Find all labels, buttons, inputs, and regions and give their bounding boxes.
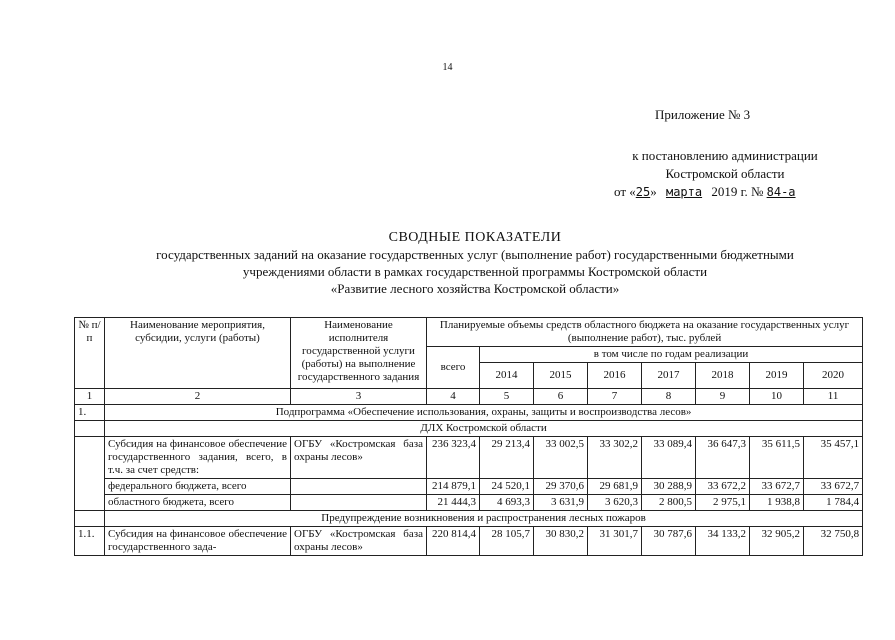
date-mid: » bbox=[650, 184, 657, 199]
sub11-executor: ОГБУ «Костромская база охраны лесов» bbox=[291, 527, 427, 556]
subsidy-executor: ОГБУ «Костромская база охраны лесов» bbox=[291, 437, 427, 479]
empty-cell bbox=[291, 479, 427, 495]
header-planned: Планируемые объемы средств областного бюджета на оказание государственных услуг (выполнение работ), тыс. рублей bbox=[427, 318, 863, 347]
indicators-table bbox=[74, 317, 863, 556]
col-number: 3 bbox=[291, 389, 427, 405]
subprogram-title: Подпрограмма «Обеспечение использования, охраны, защиты и воспроизводства лесов» bbox=[105, 405, 863, 421]
header-name: Наименование мероприятия, субсидии, услуги (работы) bbox=[105, 318, 291, 389]
value-cell: 28 105,7 bbox=[480, 527, 534, 556]
value-cell: 33 302,2 bbox=[588, 437, 642, 479]
value-cell: 236 323,4 bbox=[427, 437, 480, 479]
value-cell: 1 784,4 bbox=[804, 495, 863, 511]
value-cell: 33 089,4 bbox=[642, 437, 696, 479]
resolution-line-2: Костромской области bbox=[665, 166, 785, 181]
title-line-1: государственных заданий на оказание государственных услуг (выполнение работ) государственными бюджетными bbox=[156, 247, 794, 262]
col-number: 6 bbox=[534, 389, 588, 405]
subprogram-row bbox=[75, 405, 863, 421]
value-cell: 29 370,6 bbox=[534, 479, 588, 495]
header-year: 2014 bbox=[480, 363, 534, 389]
header-year: 2020 bbox=[804, 363, 863, 389]
value-cell: 214 879,1 bbox=[427, 479, 480, 495]
value-cell: 30 787,6 bbox=[642, 527, 696, 556]
value-cell: 220 814,4 bbox=[427, 527, 480, 556]
value-cell: 33 672,2 bbox=[696, 479, 750, 495]
value-cell: 21 444,3 bbox=[427, 495, 480, 511]
date-prefix: от « bbox=[614, 184, 636, 199]
resolution-day: 25 bbox=[635, 185, 651, 199]
header-total: всего bbox=[427, 347, 480, 389]
resolution-month: марта bbox=[665, 185, 703, 199]
value-cell: 34 133,2 bbox=[696, 527, 750, 556]
header-year: 2016 bbox=[588, 363, 642, 389]
sub11-name: Субсидия на финансовое обеспечение государственного зада- bbox=[105, 527, 291, 556]
resolution-year: 2019 г. № bbox=[711, 184, 764, 199]
value-cell: 33 672,7 bbox=[804, 479, 863, 495]
dlh-title: ДЛХ Костромской области bbox=[105, 421, 863, 437]
subprogram-num: 1. bbox=[75, 405, 105, 421]
value-cell: 2 800,5 bbox=[642, 495, 696, 511]
header-num: № п/п bbox=[75, 318, 105, 389]
federal-name: федерального бюджета, всего bbox=[105, 479, 291, 495]
document-title bbox=[60, 229, 890, 297]
value-cell: 30 830,2 bbox=[534, 527, 588, 556]
value-cell: 29 213,4 bbox=[480, 437, 534, 479]
sub11-num: 1.1. bbox=[75, 527, 105, 556]
value-cell: 36 647,3 bbox=[696, 437, 750, 479]
header-year: 2017 bbox=[642, 363, 696, 389]
appendix-label: Приложение № 3 bbox=[655, 107, 751, 122]
regional-row bbox=[75, 495, 863, 511]
value-cell: 32 750,8 bbox=[804, 527, 863, 556]
col-number: 8 bbox=[642, 389, 696, 405]
empty-cell bbox=[291, 495, 427, 511]
header-year: 2019 bbox=[750, 363, 804, 389]
page-number: 14 bbox=[442, 62, 453, 73]
header-executor: Наименование исполнителя государственной услуги (работы) на выполнение государственного задания bbox=[291, 318, 427, 389]
col-number: 9 bbox=[696, 389, 750, 405]
fire-title: Предупреждение возникновения и распространения лесных пожаров bbox=[105, 511, 863, 527]
value-cell: 33 672,7 bbox=[750, 479, 804, 495]
resolution-line-1: к постановлению администрации bbox=[632, 148, 818, 163]
empty-cell bbox=[75, 511, 105, 527]
value-cell: 4 693,3 bbox=[480, 495, 534, 511]
sub11-row bbox=[75, 527, 863, 556]
title-line-2: учреждениями области в рамках государственной программы Костромской области bbox=[242, 264, 708, 279]
col-number: 2 bbox=[105, 389, 291, 405]
column-numbers-row bbox=[75, 389, 863, 405]
subsidy-name: Субсидия на финансовое обеспечение государственного задания, всего, в т.ч. за счет средств: bbox=[105, 437, 291, 479]
resolution-block bbox=[560, 147, 890, 201]
header-year: 2015 bbox=[534, 363, 588, 389]
col-number: 4 bbox=[427, 389, 480, 405]
col-number: 11 bbox=[804, 389, 863, 405]
header-year: 2018 bbox=[696, 363, 750, 389]
regional-name: областного бюджета, всего bbox=[105, 495, 291, 511]
value-cell: 35 611,5 bbox=[750, 437, 804, 479]
title-line-3: «Развитие лесного хозяйства Костромской области» bbox=[330, 281, 620, 296]
value-cell: 31 301,7 bbox=[588, 527, 642, 556]
fire-row bbox=[75, 511, 863, 527]
empty-cell bbox=[75, 421, 105, 437]
col-number: 10 bbox=[750, 389, 804, 405]
value-cell: 30 288,9 bbox=[642, 479, 696, 495]
subsidy-row bbox=[75, 437, 863, 479]
value-cell: 1 938,8 bbox=[750, 495, 804, 511]
col-number: 1 bbox=[75, 389, 105, 405]
value-cell: 24 520,1 bbox=[480, 479, 534, 495]
value-cell: 3 631,9 bbox=[534, 495, 588, 511]
col-number: 7 bbox=[588, 389, 642, 405]
value-cell: 32 905,2 bbox=[750, 527, 804, 556]
dlh-row bbox=[75, 421, 863, 437]
header-by-years: в том числе по годам реализации bbox=[480, 347, 863, 363]
value-cell: 33 002,5 bbox=[534, 437, 588, 479]
resolution-date-line bbox=[560, 183, 890, 201]
value-cell: 35 457,1 bbox=[804, 437, 863, 479]
col-number: 5 bbox=[480, 389, 534, 405]
value-cell: 3 620,3 bbox=[588, 495, 642, 511]
federal-row bbox=[75, 479, 863, 495]
resolution-number: 84-а bbox=[766, 185, 796, 199]
value-cell: 2 975,1 bbox=[696, 495, 750, 511]
title-main: СВОДНЫЕ ПОКАЗАТЕЛИ bbox=[388, 230, 562, 245]
value-cell: 29 681,9 bbox=[588, 479, 642, 495]
empty-cell bbox=[75, 437, 105, 511]
header-row-1 bbox=[75, 318, 863, 347]
